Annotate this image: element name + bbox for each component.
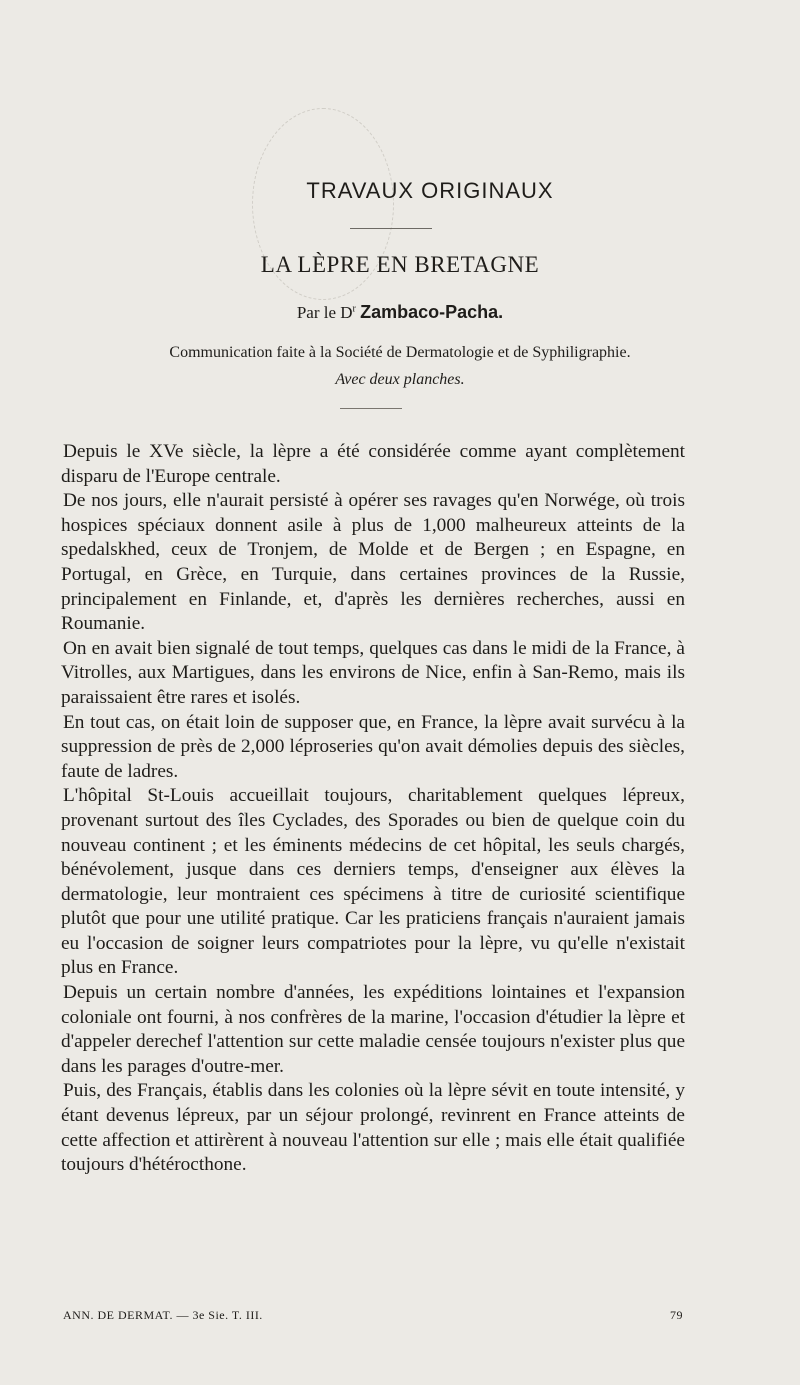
paragraph: Depuis un certain nombre d'années, les expéditions lointaines et l'expansion coloniale ont fourni, à nos confrères de la marine, l'occasion d'étudier la lèpre et d'appeler derechef l'attention sur cette maladie censée toujours n'exister plus que dans les parages d'outre-mer. (61, 982, 685, 1077)
communication-note: Communication faite à la Société de Dermatologie et de Syphiligraphie. (169, 344, 631, 361)
byline-prefix: Par le D (296, 303, 353, 322)
section-heading: TRAVAUX ORIGINAUX (306, 178, 554, 203)
heading-rule (350, 228, 432, 229)
journal-reference: ANN. DE DERMAT. — 3e Sie. T. III. (63, 1308, 263, 1322)
byline-sup: r (352, 303, 356, 315)
body-text (61, 440, 685, 1178)
paragraph: Depuis le XVe siècle, la lèpre a été considérée comme ayant complètement disparu de l'Europe centrale. (61, 441, 685, 487)
page-footer (63, 1308, 683, 1323)
author-name: Zambaco-Pacha. (360, 302, 504, 322)
plates-note: Avec deux planches. (335, 371, 465, 388)
divider (340, 408, 402, 409)
paragraph: De nos jours, elle n'aurait persisté à opérer ses ravages qu'en Norwége, où trois hospices spéciaux donnent asile à plus de 1,000 malheureux atteints de la spedalskhed, ceux de Tronjem, de Molde et de Bergen ; en Espagne, en Portugal, en Grèce, en Turquie, dans certaines provinces de la Russie, principalement en Finlande, et, d'après les dernières recherches, aussi en Roumanie. (61, 490, 685, 635)
paragraph: Puis, des Français, établis dans les colonies où la lèpre sévit en toute intensité, y étant devenus lépreux, par un séjour prolongé, revinrent en France atteints de cette affection et attirèrent à nouveau l'attention sur elle ; mais elle était qualifiée toujours d'hétérocthone. (61, 1080, 685, 1176)
paragraph: L'hôpital St-Louis accueillait toujours, charitablement quelques lépreux, provenant surtout des îles Cyclades, des Sporades ou bien de quelque coin du nouveau continent ; et les éminents médecins de cet hôpital, les seuls chargés, bénévolement, jusque dans ces derniers temps, d'enseigner aux élèves la dermatologie, leur montraient ces spécimens à titre de curiosité scientifique plutôt que pour une utilité pratique. Car les praticiens français n'auraient jamais eu l'occasion de soigner leurs compatriotes pour la lèpre, vu qu'elle n'existait plus en France. (61, 785, 685, 979)
paragraph: On en avait bien signalé de tout temps, quelques cas dans le midi de la France, à Vitrolles, aux Martigues, dans les environs de Nice, enfin à San-Remo, mais ils paraissaient être rares et isolés. (61, 637, 685, 708)
paragraph: En tout cas, on était loin de supposer que, en France, la lèpre avait survécu à la suppression de près de 2,000 léproseries qu'on avait démolies depuis des siècles, faute de ladres. (61, 711, 685, 782)
article-title: LA LÈPRE EN BRETAGNE (260, 252, 540, 277)
byline (0, 302, 800, 323)
page-number: 79 (670, 1308, 683, 1322)
